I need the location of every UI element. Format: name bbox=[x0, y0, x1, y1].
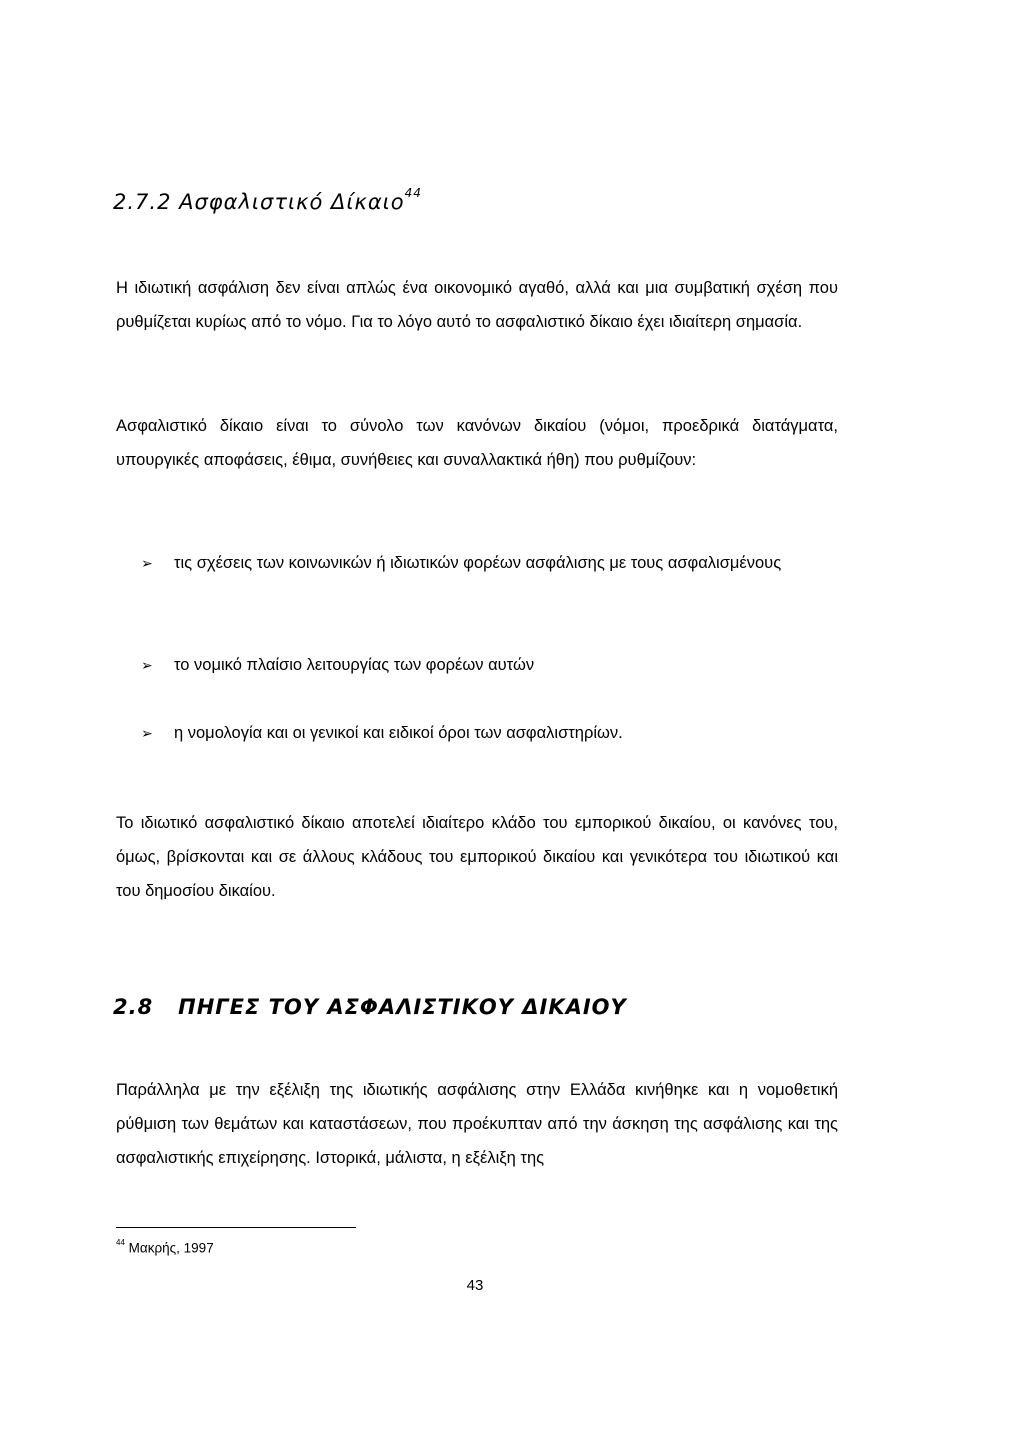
bullet-item bbox=[141, 648, 841, 682]
heading-title: Ασφαλιστικό Δίκαιο bbox=[179, 190, 405, 214]
paragraph-intro: Η ιδιωτική ασφάλιση δεν είναι απλώς ένα οικονομικό αγαθό, αλλά και μια συμβατική σχέση που ρυθμίζεται κυρίως από το νόμο. Για το λόγο αυτό το ασφαλιστικό δίκαιο έχει ιδιαίτερη σημασία. bbox=[116, 279, 838, 331]
paragraph-definition: Ασφαλιστικό δίκαιο είναι το σύνολο των κανόνων δικαίου (νόμοι, προεδρικά διατάγματα, υπουργικές αποφάσεις, έθιμα, συνήθειες και συναλλακτικά ήθη) που ρυθμίζουν: bbox=[116, 417, 838, 469]
bullet-text: η νομολογία και οι γενικοί και ειδικοί όροι των ασφαλιστηρίων. bbox=[174, 724, 623, 742]
footnote-number: 44 bbox=[116, 1238, 125, 1247]
heading-number: 2.8 bbox=[113, 995, 154, 1019]
heading-number: 2.7.2 bbox=[113, 190, 172, 214]
bullet-arrow-icon: ➢ bbox=[141, 555, 153, 571]
paragraph-sources: Παράλληλα με την εξέλιξη της ιδιωτικής ασφάλισης στην Ελλάδα κινήθηκε και η νομοθετική ρύθμιση των θεμάτων και καταστάσεων, που προέκυπταν από την άσκηση της ασφάλισης και της ασφαλιστικής επιχείρησης. Ιστορικά, μάλιστα, η εξέλιξη της bbox=[116, 1081, 838, 1167]
section-heading-2-8 bbox=[113, 995, 627, 1019]
bullet-text: το νομικό πλαίσιο λειτουργίας των φορέων αυτών bbox=[174, 656, 535, 674]
bullet-text: τις σχέσεις των κοινωνικών ή ιδιωτικών φορέων ασφάλισης με τους ασφαλισμένους bbox=[174, 554, 782, 572]
footnote-text: Μακρής, 1997 bbox=[128, 1240, 214, 1256]
bullet-arrow-icon: ➢ bbox=[141, 725, 153, 741]
footnote-divider bbox=[116, 1227, 356, 1228]
bullet-item bbox=[141, 716, 841, 750]
page-number: 43 bbox=[466, 1277, 484, 1294]
bullet-item bbox=[141, 546, 841, 580]
section-heading-2-7-2 bbox=[113, 186, 422, 214]
footnote-ref: 44 bbox=[404, 186, 422, 200]
footnote bbox=[116, 1240, 214, 1256]
paragraph-private-law: Το ιδιωτικό ασφαλιστικό δίκαιο αποτελεί ιδιαίτερο κλάδο του εμπορικού δικαίου, οι κανόνες του, όμως, βρίσκονται και σε άλλους κλάδους του εμπορικού δικαίου και γενικότερα του ιδιωτικού και του δημοσίου δικαίου. bbox=[116, 814, 838, 900]
heading-title: ΠΗΓΕΣ ΤΟΥ ΑΣΦΑΛΙΣΤΙΚΟΥ ΔΙΚΑΙΟΥ bbox=[178, 995, 627, 1019]
bullet-arrow-icon: ➢ bbox=[141, 657, 153, 673]
